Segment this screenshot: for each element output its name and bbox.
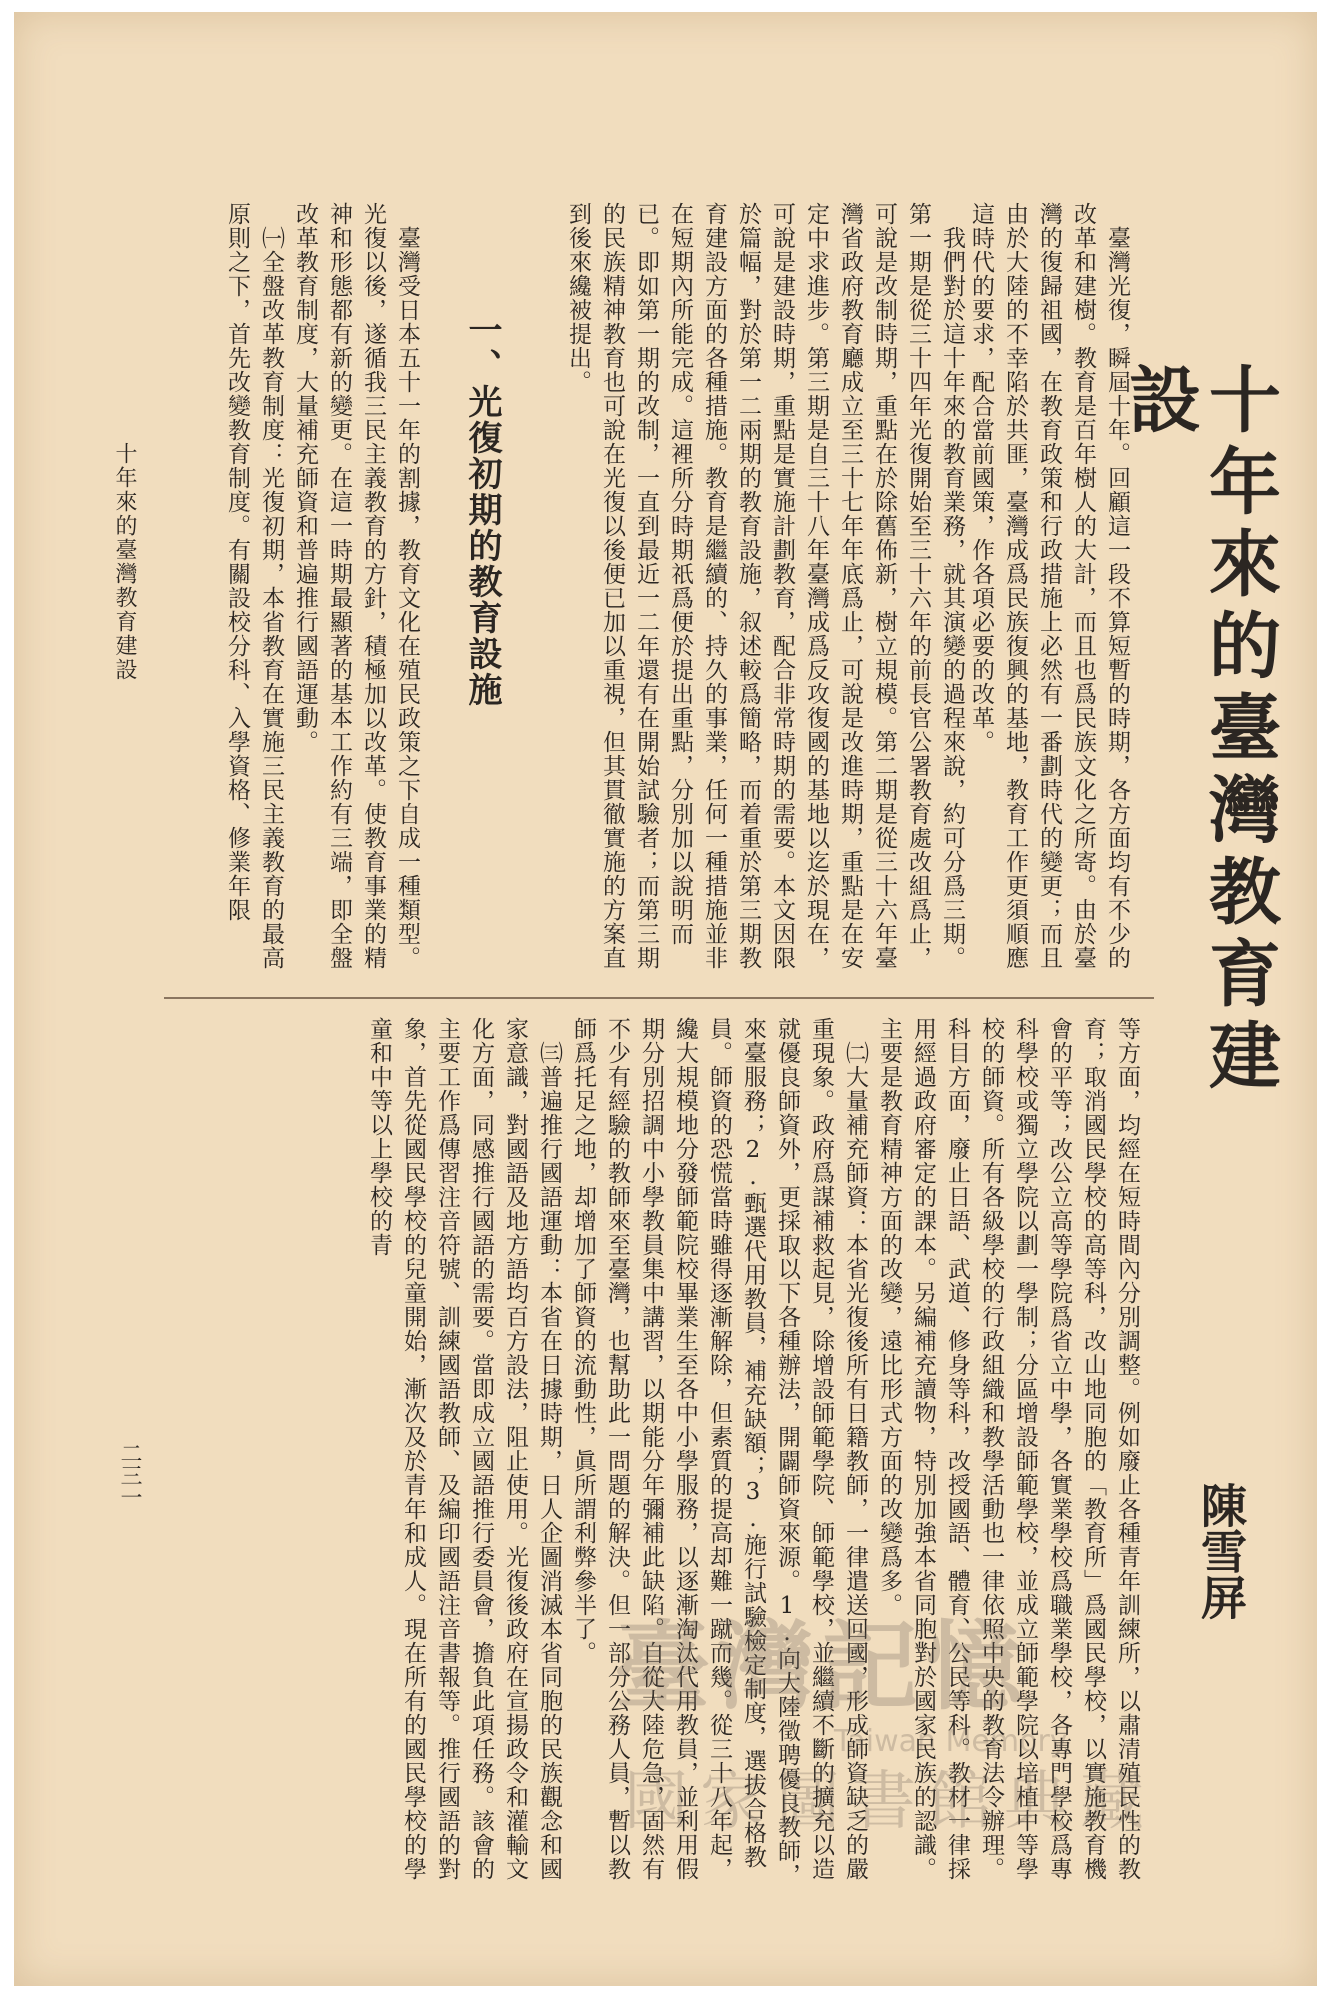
page-number: 二三一 xyxy=(117,1442,142,1508)
running-title: 十年來的臺灣教育建設 xyxy=(112,442,137,682)
article-title: 十年來的臺灣教育建設 xyxy=(1117,362,1282,1100)
column-divider xyxy=(164,997,1154,999)
section-1-text: 臺灣受日本五十一年的割據，教育文化在殖民政策之下自成一種類型。光復以後，遂循我三民主義教育的方針，積極加以改革。使教育事業的精神和形態都有新的變更。在這一時期最顯著的基本工作約有三端，即全盤改革教育制度，大量補充師資和普遍推行國語運動。 ㈠全盤改革教育制度：光復初期，本省教育在實施三民主義教育的最高原則之下，首先改變教育制度。有關設校分科、入學資格、修業年限 xyxy=(224,202,420,970)
article-author: 陳雪屏 xyxy=(1194,1482,1248,1620)
watermark-main-text: 臺灣記憶 xyxy=(614,1611,1030,1723)
bottom-block-text: 等方面，均經在短時間內分別調整。例如廢止各種青年訓練所，以肅清殖民性的教育；取消國民學校的高等科，改山地同胞的「教育所」爲國民學校，以實施教育機會的平等；改公立高等學院爲省立中學，各實業學校爲職業學校，各專門學校爲專科學校或獨立學院以劃一學制；分區增設師範學校，並成立師範學院以培植中等學校的師資。所有各級學校的行政組織和教學活動也一律依照中央的教育法令辦理。科目方面，廢止日語、武道、修身等科，改授國語、體育、公民等科。教材一律採用經過政府審定的課本。另編補充讀物，特別加強本省同胞對於國家民族的認識。主要是教育精神方面的改變，遠比形式方面的改變爲多。 ㈡大量補充師資：本省光復後所有日籍教師，一律遣送回國，形成師資缺乏的嚴重現象。政府爲謀補救起見，除增設師範學院、師範學校，並繼續不斷的擴充以造就優良師資外，更採取以下各種辦法，開闢師資來源。1.向大陸徵聘優良教師，來臺服務；2.甄選代用教員，補充缺額；3.施行試驗檢定制度，選拔合格教員。師資的恐慌當時雖得逐漸解除，但素質的提高却難一蹴而幾。從三十八年起，纔大規模地分發師範院校畢業生至各中小學服務，以逐漸淘汰代用教員，並利用假期分別招調中小學教員集中講習，以期能分年彌補此缺陷。自從大陸危急，固然有不少有經驗的教師來至臺灣，也幫助此一問題的解決。但一部分公務人員，暫以教師爲托足之地，却增加了師資的流動性，眞所謂利弊參半了。 ㈢普遍推行國語運動：本省在日據時期，日人企圖消滅本省同胞的民族觀念和國家意識，對國語及地方語均百方設法，阻止使用。光復後政府在宣揚政令和灌輸文化方面，同感推行國語的需要。當即成立國語推行委員會，擔負此項任務。該會的主要工作爲傳習注音符號、訓練國語教師、及編印國語注音書報等。推行國語的對象，首先從國民學校的兒童開始，漸次及於青年和成人。現在所有的國民學校的學童和中等以上學校的青 xyxy=(366,1017,1140,1887)
watermark-sub-text: Taiwan Memory xyxy=(834,1724,1068,1759)
scanned-page xyxy=(14,12,1317,1986)
intro-paragraph-1: 臺灣光復，瞬屆十年。回顧這一段不算短暫的時期，各方面均有不少的改革和建樹。教育是百年樹人的大計，而且也爲民族文化之所寄。由於臺灣的復歸祖國，在教育政策和行政措施上必然有一番劃時代的變更；而且由於大陸的不幸陷於共匪，臺灣成爲民族復興的基地，教育工作更須順應這時代的要求，配合當前國策，作各項必要的改革。 xyxy=(968,202,1130,970)
section-heading: 一、光復初期的教育設施 xyxy=(462,312,502,708)
intro-paragraph-2: 我們對於這十年來的教育業務，就其演變的過程來說，約可分爲三期。第一期是從三十四年光復開始至三十六年的前長官公署教育處改組爲止，可說是改制時期，重點在於除舊佈新，樹立規模。第二期是從三十六年臺灣省政府教育廳成立至三十七年年底爲止，可說是改進時期，重點是在安定中求進步。第三期是自三十八年臺灣成爲反攻復國的基地以迄於現在，可說是建設時期，重點是實施計劃教育，配合非常時期的需要。本文因限於篇幅，對於第一二兩期的教育設施，叙述較爲簡略，而着重於第三期教育建設方面的各種措施。教育是繼續的、持久的事業，任何一種措施並非在短期內所能完成。這裡所分時期祇爲便於提出重點，分別加以說明而已。即如第一期的改制，一直到最近一二年還有在開始試驗者；而第三期的民族精神教育也可說在光復以後便已加以重視，但其貫徹實施的方案直到後來纔被提出。 xyxy=(565,202,965,970)
watermark-org-text: 國家圖書館典藏 xyxy=(624,1765,1156,1839)
